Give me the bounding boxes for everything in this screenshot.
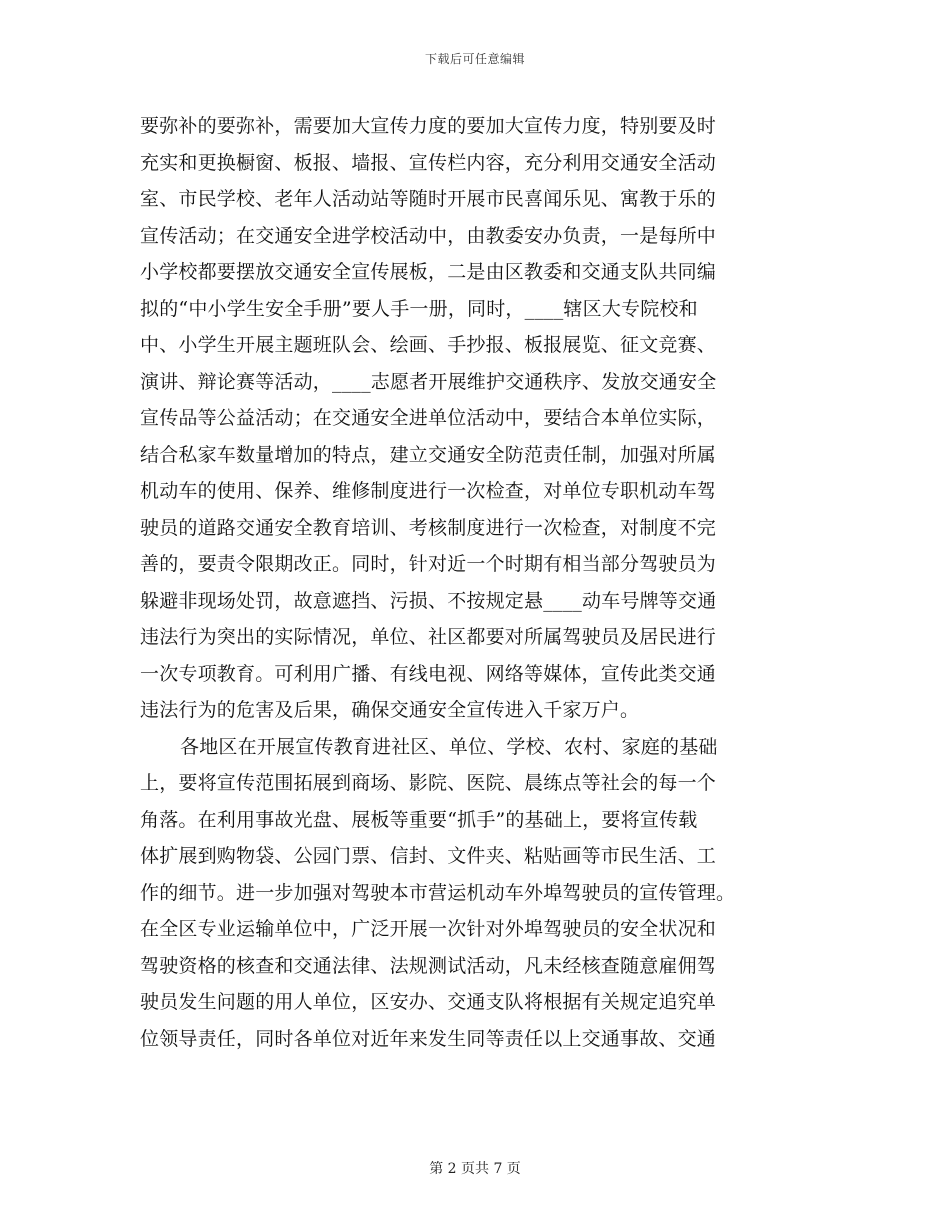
text-line: 要弥补的要弥补，需要加大宣传力度的要加大宣传力度，特别要及时	[140, 115, 717, 137]
text-line: 驾驶资格的核查和交通法律、法规测试活动，凡未经核查随意雇佣驾	[140, 954, 717, 977]
text-line: 驶员的道路交通安全教育培训、考核制度进行一次检查，对制度不完	[140, 516, 717, 539]
text-line: 位领导责任，同时各单位对近年来发生同等责任以上交通事故、交通	[140, 1027, 717, 1050]
text-line: 上，要将宣传范围拓展到商场、影院、医院、晨练点等社会的每一个	[140, 772, 717, 794]
text-line: 结合私家车数量增加的特点，建立交通安全防范责任制，加强对所属	[140, 443, 717, 466]
text-line: 驶员发生问题的用人单位，区安办、交通支队将根据有关规定追究单	[140, 991, 717, 1013]
text-line: 躲避非现场处罚，故意遮挡、污损、不按规定悬____动车号牌等交通	[140, 589, 717, 612]
page-header: 下载后可任意编辑	[424, 52, 525, 66]
paragraph-1	[140, 108, 810, 729]
text-line: 室、市民学校、老年人活动站等随时开展市民喜闻乐见、寓教于乐的	[140, 188, 717, 210]
text-line: 角落。在利用事故光盘、展板等重要“抓手”的基础上，要将宣传载	[140, 808, 698, 831]
text-line: 宣传品等公益活动；在交通安全进单位活动中，要结合本单位实际，	[140, 407, 717, 429]
text-line: 善的，要责令限期改正。同时，针对近一个时期有相当部分驾驶员为	[140, 553, 717, 575]
text-line: 违法行为突出的实际情况，单位、社区都要对所属驾驶员及居民进行	[140, 626, 717, 648]
text-line: 宣传活动；在交通安全进学校活动中，由教委安办负责，一是每所中	[140, 224, 717, 247]
text-line: 一次专项教育。可利用广播、有线电视、网络等媒体，宣传此类交通	[140, 662, 717, 685]
text-line: 充实和更换橱窗、板报、墙报、宣传栏内容，充分利用交通安全活动	[140, 151, 717, 174]
text-line: 违法行为的危害及后果，确保交通安全宣传进入千家万户。	[140, 699, 640, 721]
text-line: 各地区在开展宣传教育进社区、单位、学校、农村、家庭的基础	[180, 735, 718, 758]
page-footer: 第 2 页共 7 页	[429, 1161, 521, 1177]
text-line: 中、小学生开展主题班队会、绘画、手抄报、板报展览、征文竞赛、	[140, 334, 717, 356]
text-line: 作的细节。进一步加强对驾驶本市营运机动车外埠驾驶员的宣传管理。	[140, 881, 736, 904]
document-body	[140, 108, 810, 1057]
text-line: 体扩展到购物袋、公园门票、信封、文件夹、粘贴画等市民生活、工	[140, 845, 717, 867]
paragraph-2	[140, 729, 810, 1058]
text-line: 演讲、辩论赛等活动，____志愿者开展维护交通秩序、发放交通安全	[140, 370, 717, 393]
text-line: 在全区专业运输单位中，广泛开展一次针对外埠驾驶员的安全状况和	[140, 918, 717, 940]
text-line: 拟的“中小学生安全手册”要人手一册，同时，____辖区大专院校和	[140, 297, 698, 320]
text-line: 机动车的使用、保养、维修制度进行一次检查，对单位专职机动车驾	[140, 480, 717, 502]
text-line: 小学校都要摆放交通安全宣传展板，二是由区教委和交通支队共同编	[140, 261, 717, 283]
